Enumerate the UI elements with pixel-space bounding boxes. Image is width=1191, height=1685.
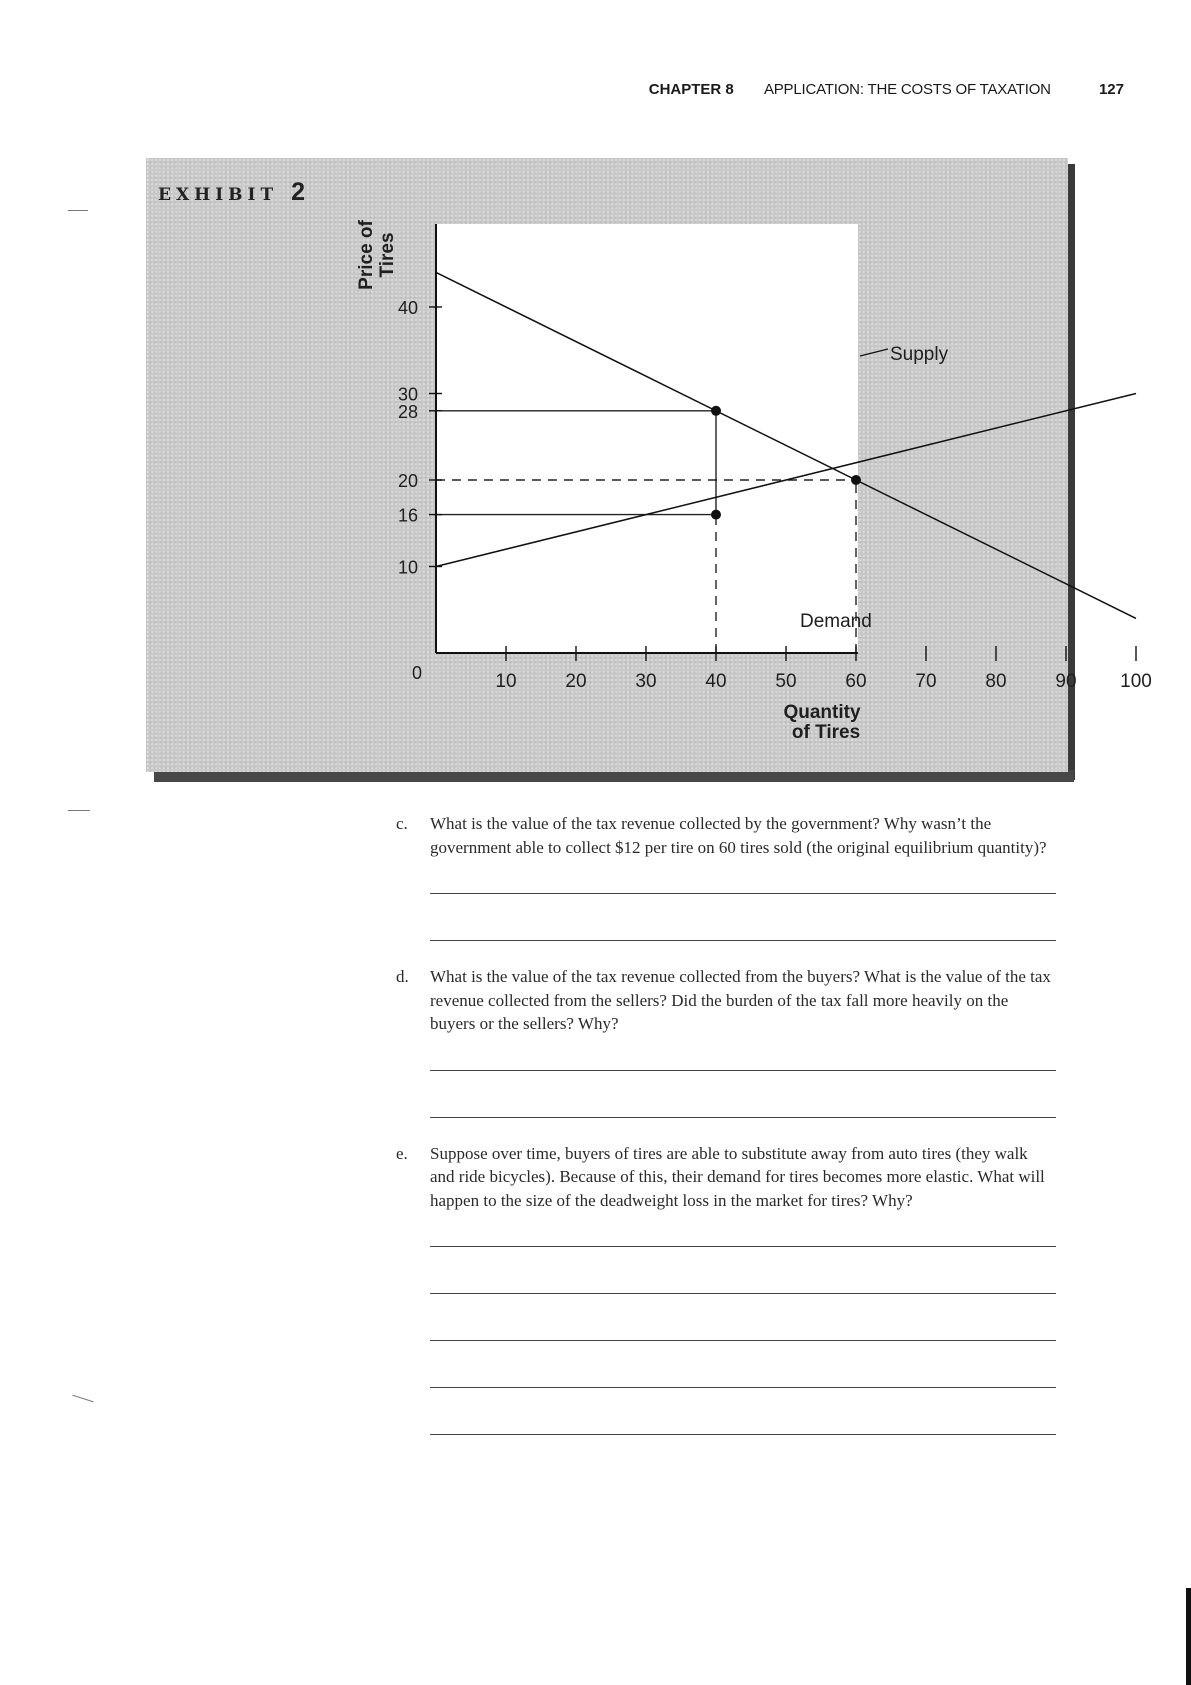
x-tick-label: 70 [915, 671, 937, 692]
answer-line[interactable] [430, 1387, 1056, 1388]
x-tick-label: 100 [1120, 671, 1152, 692]
y-tick-label: 10 [398, 557, 419, 578]
question-item [396, 965, 1056, 1036]
x-tick-label: 90 [1055, 671, 1077, 692]
chapter-label: CHAPTER 8 [648, 81, 734, 98]
x-tick-label: 10 [495, 671, 517, 692]
sellers-price-point [711, 510, 721, 520]
answer-line[interactable] [430, 1293, 1056, 1294]
question-letter: e. [396, 1143, 408, 1163]
page-edge-bar [1186, 1588, 1191, 1685]
answer-line[interactable] [430, 1340, 1056, 1341]
answer-line[interactable] [430, 940, 1056, 941]
answer-line[interactable] [430, 1070, 1056, 1071]
question-text: What is the value of the tax revenue collected from the buyers? What is the value of the tax revenue collected from the sellers? Did the burden of the tax fall more heavily on the buyers or the sellers? Why? [430, 967, 1051, 1033]
exhibit-number: 2 [291, 178, 305, 206]
x-tick-label: 40 [705, 671, 727, 692]
x-axis-title: Quantity of Tires [783, 702, 861, 743]
question-letter: c. [396, 814, 408, 833]
answer-line[interactable] [430, 1434, 1056, 1435]
buyers-price-point [711, 406, 721, 416]
page-number: 127 [1098, 81, 1124, 98]
plot-area [436, 224, 858, 653]
supply-label-leader [860, 349, 888, 356]
y-tick-label: 30 [398, 384, 419, 405]
supply-label: Supply [890, 344, 949, 365]
margin-mark [72, 1395, 93, 1403]
x-tick-label: 80 [985, 671, 1007, 692]
y-tick-label: 20 [398, 471, 419, 491]
answer-line[interactable] [430, 893, 1056, 894]
question-item [396, 1142, 1056, 1213]
exhibit-word: EXHIBIT [158, 185, 279, 205]
margin-mark [68, 210, 88, 211]
supply-demand-chart [0, 0, 1191, 800]
x-tick-label: 50 [775, 671, 797, 692]
x-tick-label: 60 [845, 671, 867, 692]
questions-section [396, 812, 1056, 1435]
origin-label: 0 [412, 663, 423, 683]
equilibrium-point [851, 475, 861, 485]
x-tick-label: 20 [565, 671, 587, 692]
chapter-title: APPLICATION: THE COSTS OF TAXATION [763, 81, 1051, 98]
answer-line[interactable] [430, 1246, 1056, 1247]
y-tick-label: 16 [398, 505, 419, 526]
y-axis-title: Price ofTires [356, 220, 398, 290]
x-tick-label: 30 [635, 671, 657, 692]
answer-line[interactable] [430, 1117, 1056, 1118]
margin-mark [68, 810, 90, 811]
question-text: Suppose over time, buyers of tires are able to substitute away from auto tires (they walk and ride bicycles). Because of this, their demand for tires becomes more elastic. What will happen to the size of the deadweight loss in the market for tires? Why? [430, 1143, 1045, 1210]
question-text: What is the value of the tax revenue collected by the government? Why wasn’t the government able to collect $12 per tire on 60 tires sold (the original equilibrium quantity)? [430, 814, 1047, 857]
y-tick-label: 40 [398, 298, 419, 318]
demand-label: Demand [800, 611, 872, 632]
question-item [396, 812, 1056, 859]
question-letter: d. [396, 967, 409, 986]
y-tick-label: 28 [398, 401, 419, 422]
